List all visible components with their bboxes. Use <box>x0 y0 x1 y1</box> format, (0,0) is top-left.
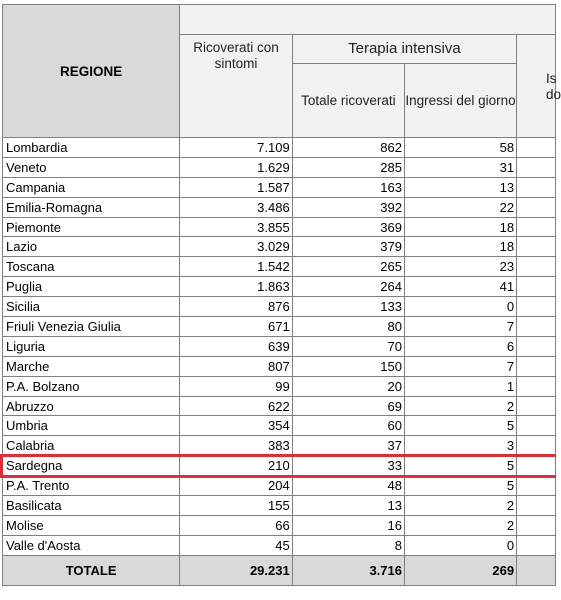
icu-admissions-cell: 7 <box>405 317 517 337</box>
symptoms-cell: 45 <box>180 535 292 555</box>
icu-total-cell: 80 <box>292 317 404 337</box>
cut-off-cell <box>517 416 556 436</box>
table-row <box>3 376 556 396</box>
icu-total-cell: 48 <box>292 476 404 496</box>
symptoms-cell: 383 <box>180 436 292 456</box>
region-name-cell: Toscana <box>3 257 180 277</box>
symptoms-cell: 66 <box>180 515 292 535</box>
region-name-cell: Piemonte <box>3 217 180 237</box>
icu-total-cell: 163 <box>292 177 404 197</box>
table-top-band <box>180 5 556 35</box>
symptoms-cell: 1.587 <box>180 177 292 197</box>
cut-off-cell <box>517 138 556 158</box>
total-cut-cell <box>517 555 556 585</box>
symptoms-cell: 3.855 <box>180 217 292 237</box>
cut-off-cell <box>517 476 556 496</box>
region-name-cell: Friuli Venezia Giulia <box>3 317 180 337</box>
icu-admissions-cell: 23 <box>405 257 517 277</box>
symptoms-cell: 622 <box>180 396 292 416</box>
cut-off-cell <box>517 396 556 416</box>
region-name-cell: Campania <box>3 177 180 197</box>
symptoms-cell: 204 <box>180 476 292 496</box>
icu-admissions-cell: 2 <box>405 496 517 516</box>
icu-admissions-cell: 18 <box>405 237 517 257</box>
cut-off-cell <box>517 515 556 535</box>
total-label: TOTALE <box>3 555 180 585</box>
icu-total-cell: 150 <box>292 356 404 376</box>
region-name-cell: P.A. Trento <box>3 476 180 496</box>
cut-off-cell <box>517 436 556 456</box>
icu-admissions-cell: 1 <box>405 376 517 396</box>
region-name-cell: Puglia <box>3 277 180 297</box>
symptoms-cell: 7.109 <box>180 138 292 158</box>
icu-total-cell: 133 <box>292 297 404 317</box>
covid-region-table-container <box>2 4 556 586</box>
icu-total-cell: 13 <box>292 496 404 516</box>
icu-admissions-cell: 5 <box>405 456 517 476</box>
table-row <box>3 456 556 476</box>
icu-admissions-cell: 31 <box>405 157 517 177</box>
symptoms-cell: 210 <box>180 456 292 476</box>
region-name-cell: Emilia-Romagna <box>3 197 180 217</box>
symptoms-cell: 3.029 <box>180 237 292 257</box>
icu-total-cell: 8 <box>292 535 404 555</box>
symptoms-cell: 671 <box>180 317 292 337</box>
cut-header-fragment-1: Is <box>546 71 557 86</box>
icu-total-cell: 392 <box>292 197 404 217</box>
region-name-cell: Molise <box>3 515 180 535</box>
table-row <box>3 535 556 555</box>
symptoms-cell: 3.486 <box>180 197 292 217</box>
region-name-cell: Sardegna <box>3 456 180 476</box>
region-name-cell: Lombardia <box>3 138 180 158</box>
icu-total-cell: 20 <box>292 376 404 396</box>
icu-total-cell: 369 <box>292 217 404 237</box>
symptoms-cell: 876 <box>180 297 292 317</box>
cut-off-cell <box>517 496 556 516</box>
table-row <box>3 317 556 337</box>
cut-off-cell <box>517 237 556 257</box>
total-admissions: 269 <box>405 555 517 585</box>
region-name-cell: P.A. Bolzano <box>3 376 180 396</box>
region-name-cell: Veneto <box>3 157 180 177</box>
table-row <box>3 496 556 516</box>
icu-total-cell: 265 <box>292 257 404 277</box>
symptoms-cell: 1.863 <box>180 277 292 297</box>
icu-total-cell: 862 <box>292 138 404 158</box>
icu-total-cell: 33 <box>292 456 404 476</box>
icu-admissions-cell: 5 <box>405 416 517 436</box>
table-row <box>3 257 556 277</box>
cut-off-cell <box>517 456 556 476</box>
cut-header-fragment-2: do <box>546 87 561 102</box>
cut-off-cell <box>517 157 556 177</box>
symptoms-cell: 639 <box>180 336 292 356</box>
table-row <box>3 177 556 197</box>
icu-total-cell: 379 <box>292 237 404 257</box>
cut-off-cell <box>517 317 556 337</box>
icu-admissions-cell: 22 <box>405 197 517 217</box>
total-symptoms: 29.231 <box>180 555 292 585</box>
table-row <box>3 515 556 535</box>
symptoms-cell: 1.542 <box>180 257 292 277</box>
icu-admissions-cell: 58 <box>405 138 517 158</box>
icu-total-cell: 264 <box>292 277 404 297</box>
icu-total-header: Totale ricoverati <box>292 64 404 138</box>
table-row <box>3 336 556 356</box>
region-name-cell: Valle d'Aosta <box>3 535 180 555</box>
table-row <box>3 237 556 257</box>
icu-admissions-cell: 5 <box>405 476 517 496</box>
icu-total-cell: 285 <box>292 157 404 177</box>
icu-admissions-cell: 3 <box>405 436 517 456</box>
icu-total-cell: 60 <box>292 416 404 436</box>
region-name-cell: Abruzzo <box>3 396 180 416</box>
icu-admissions-cell: 2 <box>405 515 517 535</box>
icu-admissions-cell: 0 <box>405 297 517 317</box>
region-name-cell: Calabria <box>3 436 180 456</box>
table-row <box>3 416 556 436</box>
region-name-cell: Lazio <box>3 237 180 257</box>
symptoms-cell: 155 <box>180 496 292 516</box>
icu-admissions-cell: 13 <box>405 177 517 197</box>
icu-admissions-cell: 18 <box>405 217 517 237</box>
cut-off-cell <box>517 356 556 376</box>
symptoms-cell: 1.629 <box>180 157 292 177</box>
icu-group-header: Terapia intensiva <box>292 35 516 64</box>
icu-total-cell: 37 <box>292 436 404 456</box>
table-row <box>3 476 556 496</box>
region-data-table <box>2 4 556 586</box>
table-row <box>3 396 556 416</box>
region-name-cell: Umbria <box>3 416 180 436</box>
table-row <box>3 297 556 317</box>
symptoms-cell: 99 <box>180 376 292 396</box>
total-icu: 3.716 <box>292 555 404 585</box>
region-name-cell: Marche <box>3 356 180 376</box>
table-row <box>3 138 556 158</box>
region-name-cell: Sicilia <box>3 297 180 317</box>
table-row <box>3 356 556 376</box>
cut-off-cell <box>517 197 556 217</box>
icu-admissions-cell: 7 <box>405 356 517 376</box>
table-body <box>3 138 556 556</box>
icu-admissions-cell: 2 <box>405 396 517 416</box>
icu-total-cell: 69 <box>292 396 404 416</box>
hospitalized-with-symptoms-header: Ricoverati con sintomi <box>180 35 292 138</box>
table-row <box>3 217 556 237</box>
table-row <box>3 197 556 217</box>
icu-total-cell: 70 <box>292 336 404 356</box>
cut-off-cell <box>517 297 556 317</box>
icu-total-cell: 16 <box>292 515 404 535</box>
icu-admissions-cell: 6 <box>405 336 517 356</box>
icu-admissions-header: Ingressi del giorno <box>405 64 517 138</box>
icu-admissions-cell: 41 <box>405 277 517 297</box>
cut-off-cell <box>517 257 556 277</box>
table-row <box>3 157 556 177</box>
symptoms-cell: 807 <box>180 356 292 376</box>
table-row <box>3 277 556 297</box>
cut-off-cell <box>517 336 556 356</box>
region-name-cell: Basilicata <box>3 496 180 516</box>
cut-off-cell <box>517 376 556 396</box>
cut-off-cell <box>517 535 556 555</box>
cut-off-cell <box>517 277 556 297</box>
cut-off-cell <box>517 217 556 237</box>
icu-admissions-cell: 0 <box>405 535 517 555</box>
table-row <box>3 436 556 456</box>
region-column-header: REGIONE <box>3 5 180 138</box>
cut-off-cell <box>517 177 556 197</box>
total-row <box>3 555 556 585</box>
region-name-cell: Liguria <box>3 336 180 356</box>
symptoms-cell: 354 <box>180 416 292 436</box>
